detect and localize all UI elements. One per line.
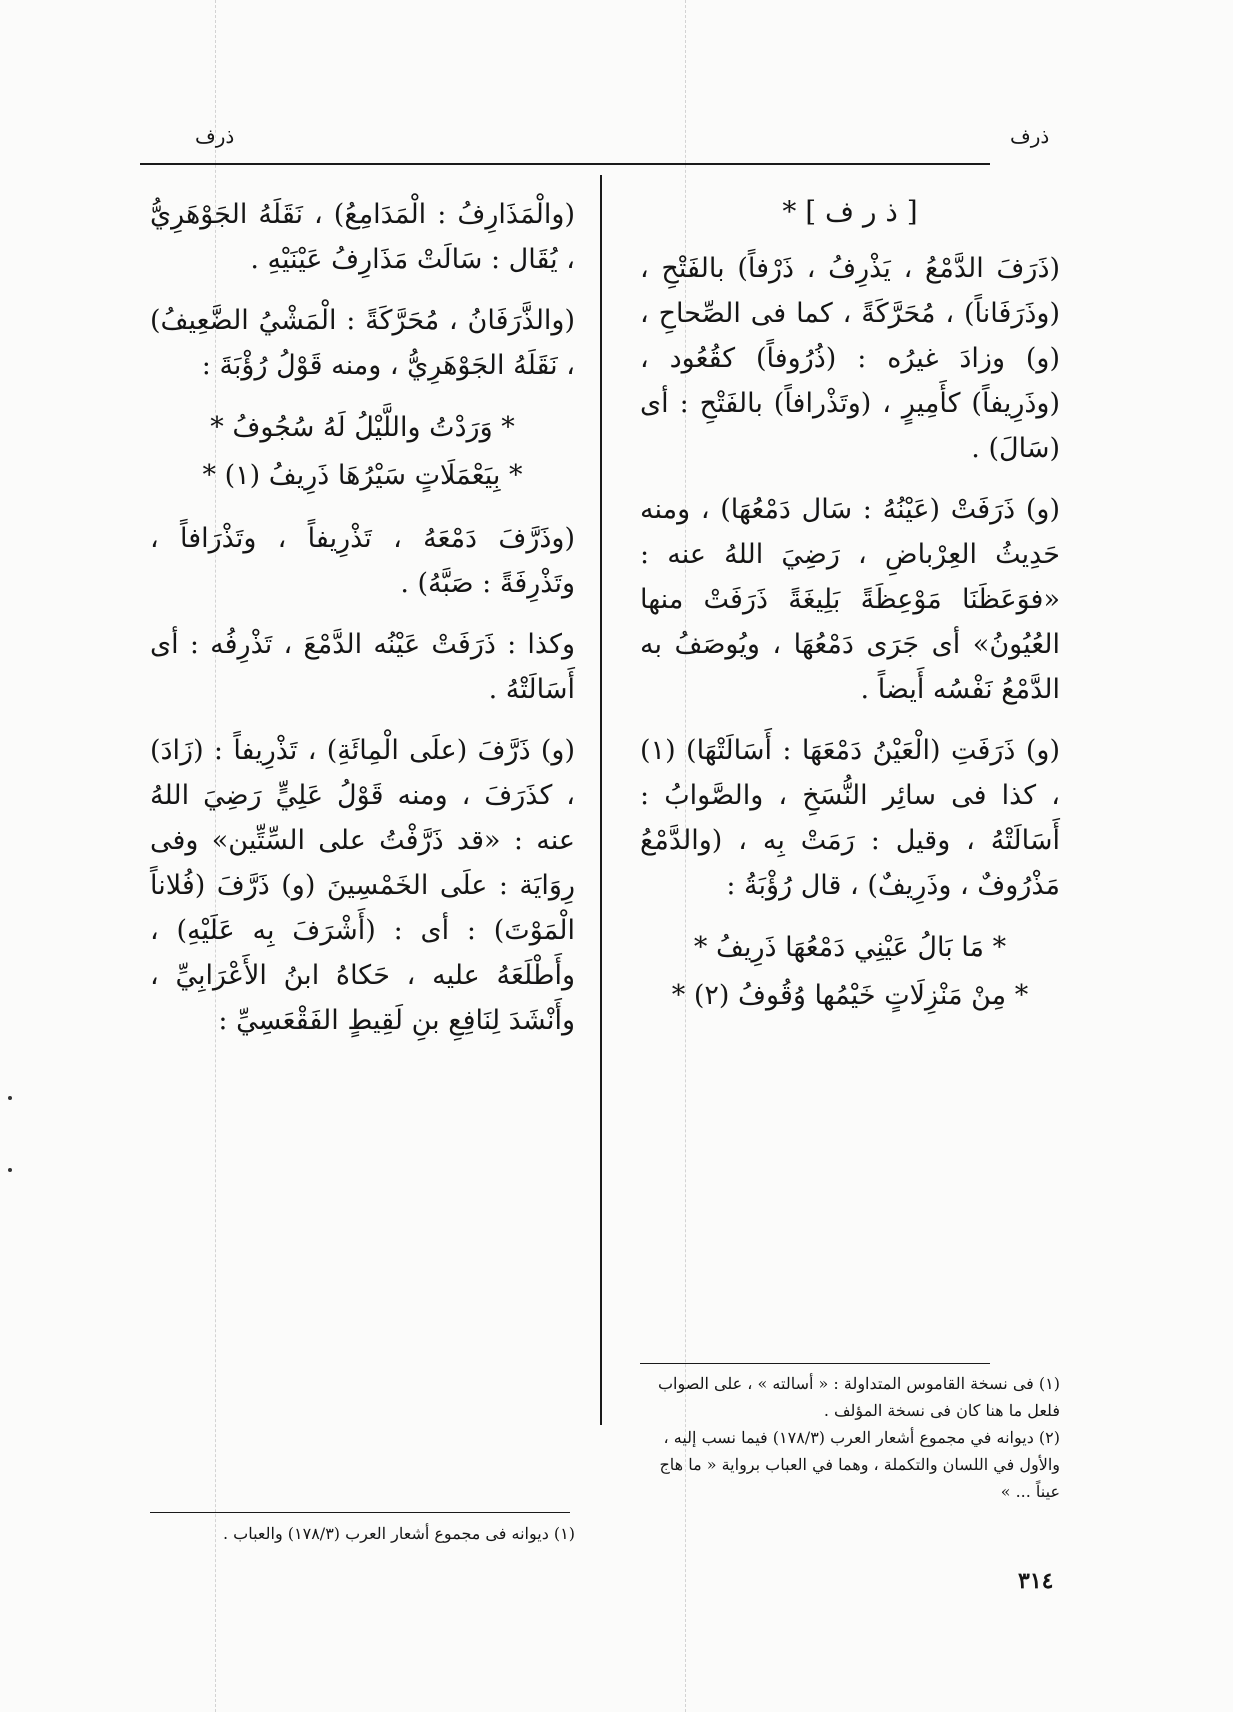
paragraph: (و) ذَرَّفَ (علَى الْمِائَةِ) ، تَذْرِيفاً : (زَادَ) ، كذَرَفَ ، ومنه قَوْلُ عَلِيٍّ رَضِيَ اللهُ عنه : «قد ذَرَّفْتُ على السِّتِّين» وفى رِوَايَة : علَى الخَمْسِينَ (و) ذَرَّفَ (فُلاناً الْمَوْتَ) : أى : (أَشْرَفَ بِه عَلَيْهِ) ، وأَطْلَعَهُ عليه ، حَكاهُ ابنُ الأَعْرَابِيِّ ، وأَنْشَدَ لِنَافِعِ بنِ لَقِيطٍ الفَقْعَسِيِّ : [150,735,575,1036]
scan-speck [8,1168,12,1172]
paragraph: (و) ذَرَفَتْ (عَيْنُهُ : سَال دَمْعُهَا) ، ومنه حَدِيثُ العِرْباضِ ، رَضِيَ اللهُ عنه : «فوَعَظَنَا مَوْعِظَةً بَلِيغَةً ذَرَفَتْ منها العُيُونُ» أى جَرَى دَمْعُهَا ، ويُوصَفُ به الدَّمْعُ نَفْسُه أَيضاً . [640,494,1060,705]
entry-heading: [ ذ ر ف ] * [782,195,918,228]
page-number: ٣١٤ [1018,1568,1054,1594]
footnote: (٢) ديوانه في مجموع أشعار العرب (١٧٨/٣) فيما نسب إليه ، والأول في اللسان والتكملة ، وهما في العباب برواية « ما هاج عيناً ... » [659,1428,1060,1501]
paragraph: وكذا : ذَرَفَتْ عَيْنُه الدَّمْعَ ، تَذْرِفُه : أى أَسَالَتْهُ . [150,629,575,705]
header-rule [140,163,990,165]
verse-line: * مَا بَالُ عَيْنِي دَمْعُهَا ذَرِيفُ * [693,932,1007,963]
running-header-right: ذرف [1010,124,1050,148]
paragraph: (و) ذَرَفَتِ (الْعَيْنُ دَمْعَهَا : أَسَالَتْهَا) (١) ، كذا فى سائِر النُّسَخِ ، والصَّوابُ : أَسَالَتْهُ ، وقيل : رَمَتْ بِه ، (والدَّمْعُ مَذْرُوفٌ ، وذَرِيفٌ) ، قال رُؤْبَةُ : [640,735,1060,901]
column-divider [600,175,602,1425]
verse-line: * بِيَعْمَلَاتٍ سَيْرُهَا ذَرِيفُ (١) * [202,460,523,491]
scan-speck [8,1096,12,1100]
footnote-separator-left [150,1512,570,1513]
verse-line: * مِنْ مَنْزِلَاتٍ خَيْمُها وُقُوفُ (٢) * [671,980,1029,1011]
right-column [640,195,1060,1020]
footnotes-right [640,1370,1060,1505]
verse-block [150,404,575,500]
footnote: (١) فى نسخة القاموس المتداولة : « أسالته » ، على الصواب فلعل ما هنا كان فى نسخة المؤلف . [657,1374,1060,1420]
paragraph: (ذَرَفَ الدَّمْعُ ، يَذْرِفُ ، ذَرْفاً) بالفَتْحِ ، (وذَرَفَاناً) ، مُحَرَّكَةً ، كما فى الصِّحاحِ ، (و) وزادَ غيرُه : (ذُرُوفاً) كقُعُود ، (وذَرِيفاً) كأَمِيرٍ ، (وتَذْرافاً) بالفَتْحِ : أى (سَالَ) . [640,253,1060,464]
left-column [150,192,575,1043]
paragraph: (وذَرَّفَ دَمْعَهُ ، تَذْرِيفاً ، وتَذْرَافاً ، وتَذْرِفَةً : صَبَّهُ) . [150,523,575,599]
verse-line: * وَرَدْتُ واللَّيْلُ لَهُ سُجُوفُ * [210,412,515,443]
footnotes-left [150,1520,575,1547]
footnote-separator-right [640,1363,990,1364]
paragraph: (والْمَذَارِفُ : الْمَدَامِعُ) ، نَقَلَهُ الجَوْهَرِيُّ ، يُقَال : سَالَتْ مَذَارِفُ عَيْنَيْهِ . [150,199,575,275]
footnote: (١) ديوانه فى مجموع أشعار العرب (١٧٨/٣) والعباب . [222,1524,575,1543]
verse-block [640,924,1060,1020]
paragraph: (والذَّرَفَانُ ، مُحَرَّكَةً : الْمَشْيُ الضَّعِيفُ) ، نَقَلَهُ الجَوْهَرِيُّ ، ومنه قَوْلُ رُؤْبَةَ : [150,305,575,381]
running-header-left: ذرف [195,124,235,148]
